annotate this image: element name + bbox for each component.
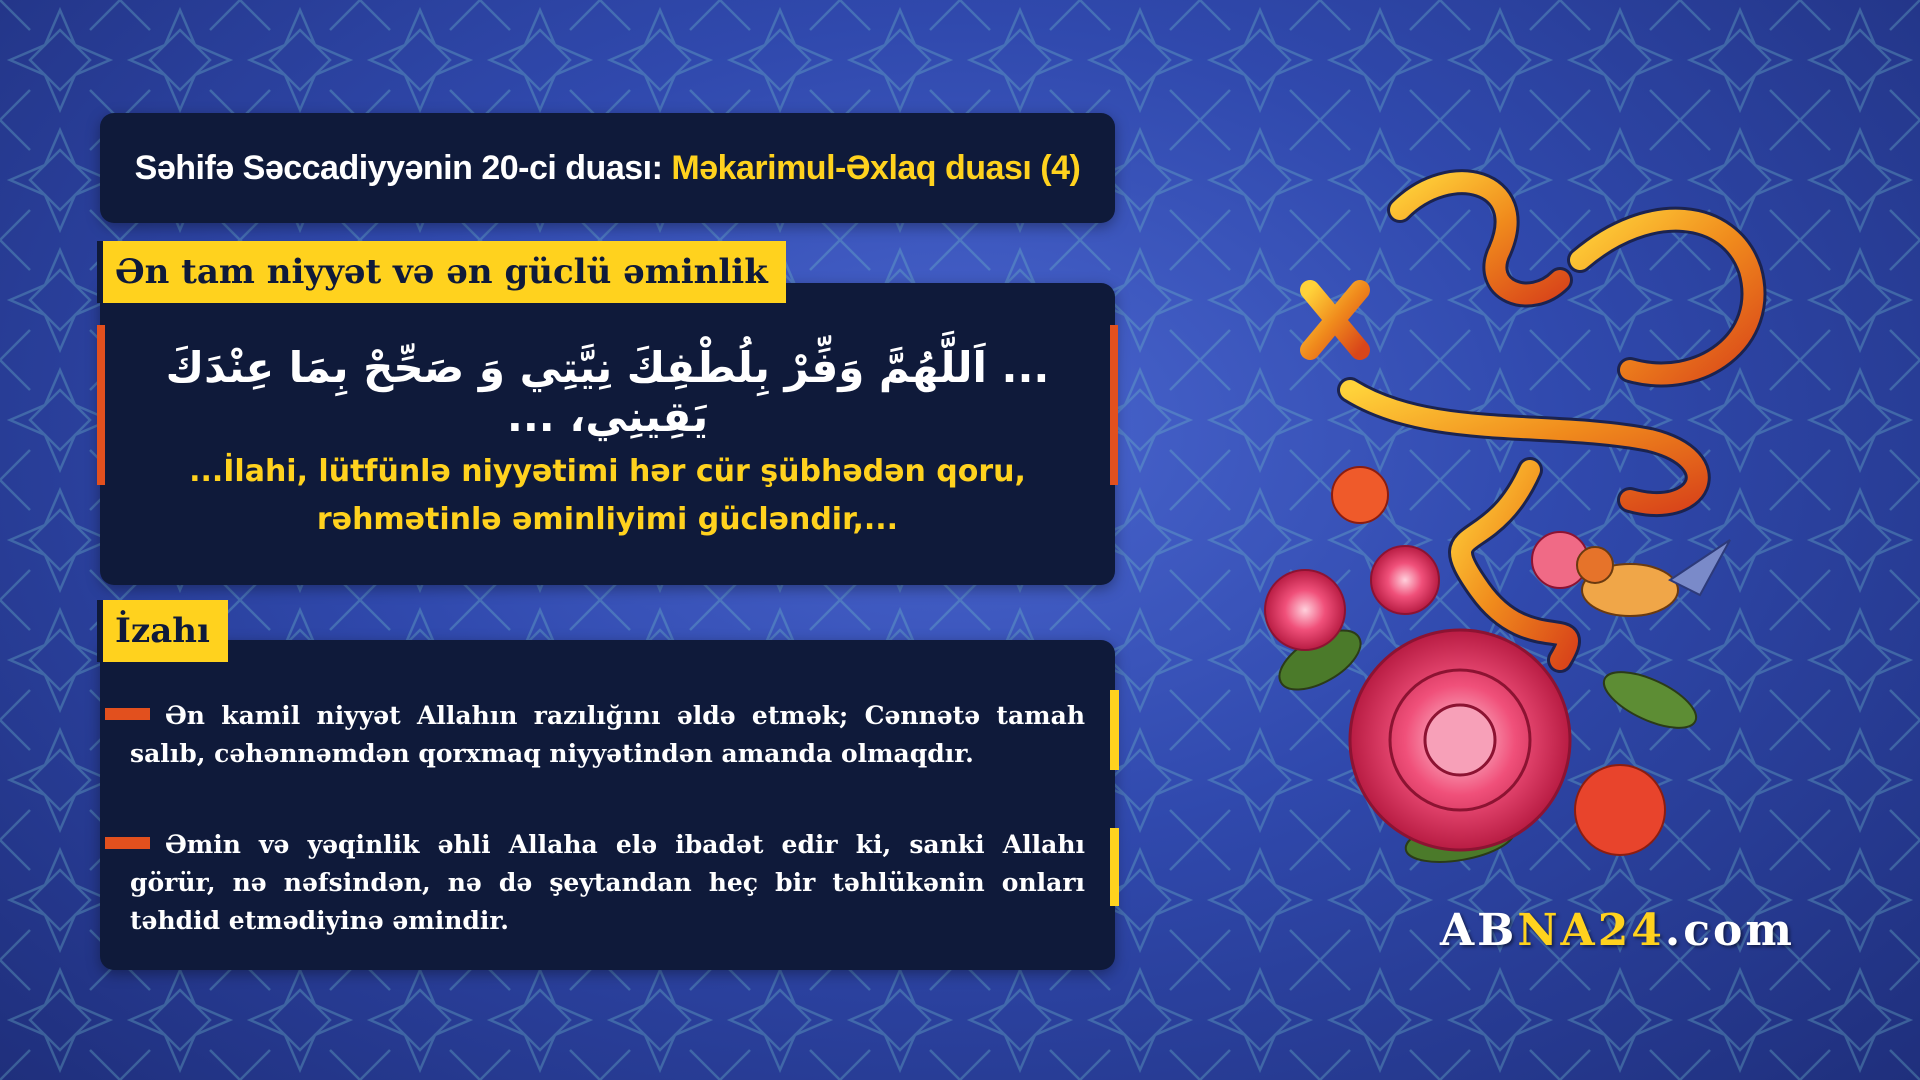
quote-left-accent-bar — [97, 325, 105, 485]
explanation-point — [130, 697, 1085, 773]
brand-part-2: NA — [1517, 905, 1598, 956]
explanation-point-text: Ən kamil niyyət Allahın razılığını əldə etmək; Cənnətə tamah salıb, cəhənnəmdən qorxmaq niyyətindən amanda olmaqdır. — [130, 701, 1085, 768]
quote-right-accent-bar — [1110, 325, 1118, 485]
calligraphy-flower-illustration — [1230, 140, 1830, 910]
explanation-point-text: Əmin və yəqinlik əhli Allaha elə ibadət edir ki, sanki Allahı görür, nə nəfsindən, nə də şeytandan heç bir təhlükənin onları təhdid etmədiyinə əmindir. — [130, 830, 1085, 935]
translation-line-1: ...İlahi, lütfünlə niyyətimi hər cür şübhədən qoru, — [189, 454, 1026, 489]
site-brand-logo — [1440, 905, 1795, 956]
title-panel — [100, 113, 1115, 223]
point-accent-bar — [1110, 690, 1119, 770]
explanation-point — [130, 826, 1085, 940]
title-prefix: Səhifə Səccadiyyənin 20-ci duası: — [134, 148, 663, 187]
title-accent: Məkarimul-Əxlaq duası (4) — [662, 148, 1081, 187]
arabic-prayer-text: ... اَللَّهُمَّ وَفِّرْ بِلُطْفِكَ نِيَّتِي وَ صَحِّحْ بِمَا عِنْدَكَ يَقِينِي، ... — [165, 343, 1050, 441]
brand-part-1: AB — [1440, 905, 1518, 956]
point-accent-bar — [1110, 828, 1119, 906]
translation-line-2: rəhmətinlə əminliyimi gücləndir,... — [316, 502, 899, 537]
bird-icon — [1577, 540, 1730, 616]
brand-part-3: 24 — [1597, 905, 1665, 956]
explanation-heading-tag: İzahı — [97, 600, 228, 662]
brand-part-4: .com — [1664, 905, 1795, 956]
translation-text — [110, 448, 1105, 544]
quote-heading-tag: Ən tam niyyət və ən güclü əminlik — [97, 241, 786, 303]
page-title — [135, 149, 1081, 188]
